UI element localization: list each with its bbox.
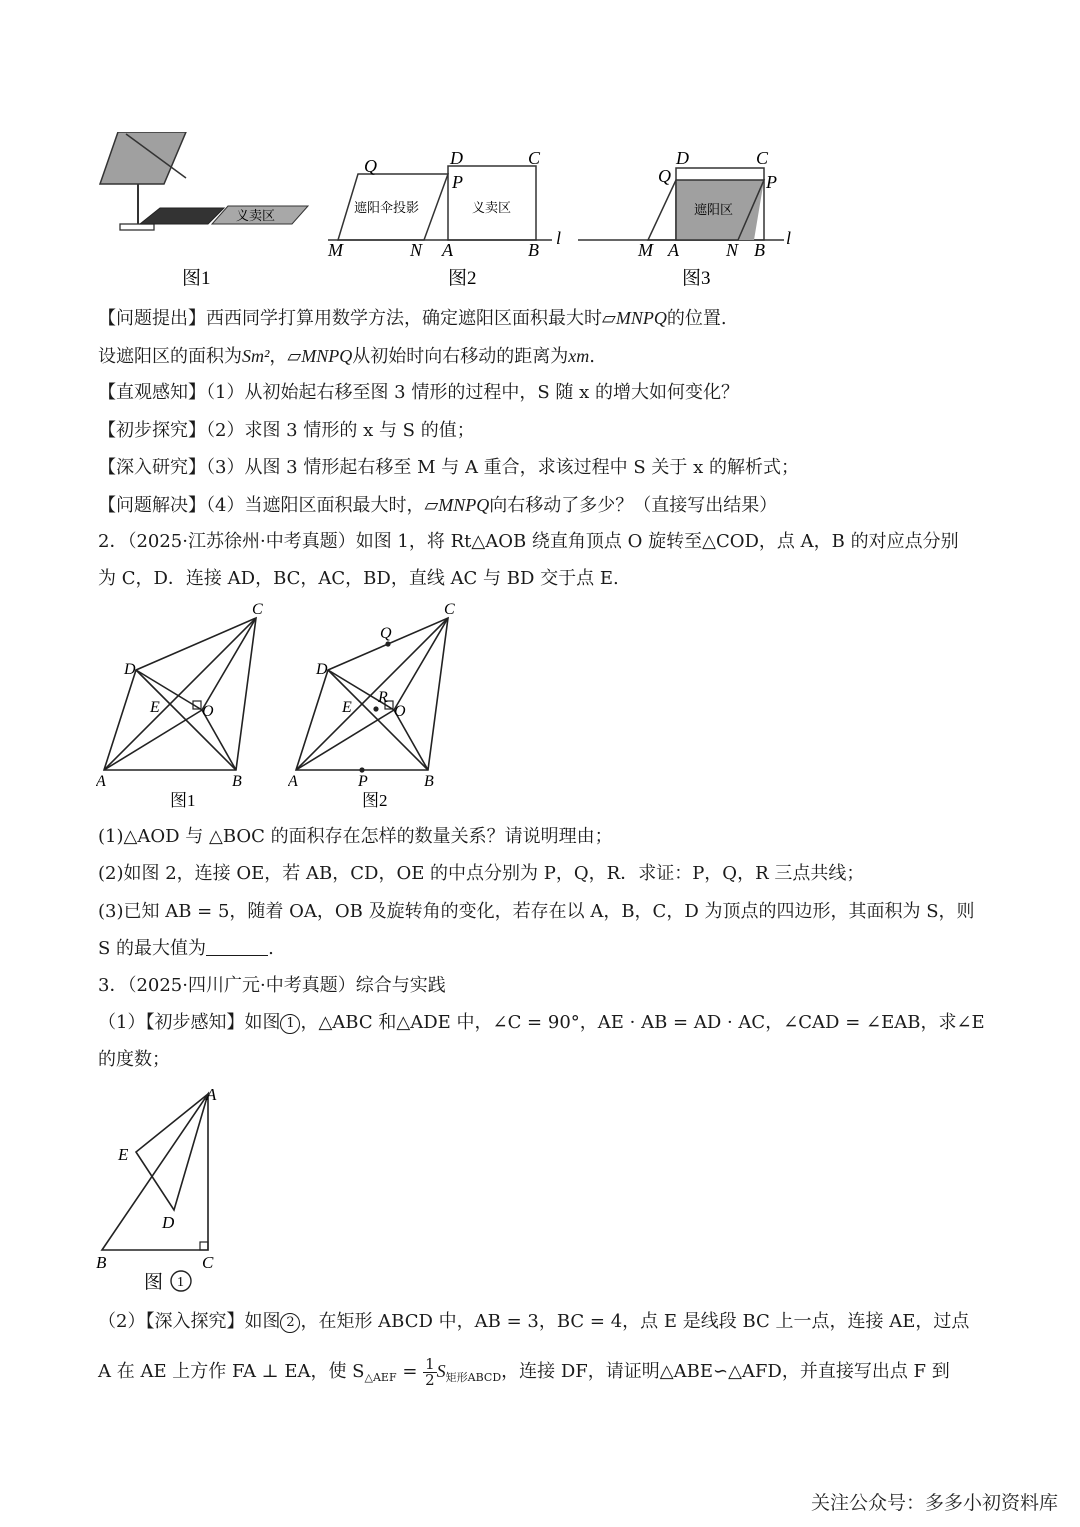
p1-setup: 设遮阳区的面积为Sm²，▱MNPQ从初始时向右移动的距离为xm.: [98, 346, 595, 367]
p3-part1-cont: 的度数；: [98, 1049, 170, 1070]
svg-text:N: N: [726, 240, 739, 260]
svg-text:E: E: [118, 1145, 129, 1164]
svg-text:P: P: [358, 773, 368, 790]
p3-part2-cont: A 在 AE 上方作 FA ⊥ EA，使 $S_{\triangle AEF}$ = $\frac{1}{2}$ $S_{矩形ABCD}$，连接 DF，请证明△ABE∽△AFD，并直接写出点 F 到: [98, 1354, 950, 1389]
svg-text:B: B: [528, 240, 539, 260]
figure-3-shaded-area: [574, 140, 814, 290]
svg-text:A: A: [206, 1085, 217, 1104]
svg-text:P: P: [766, 172, 777, 192]
svg-text:D: D: [124, 661, 136, 678]
p3-figure-1: [92, 1082, 232, 1298]
p1-q4: 【问题解决】（4）当遮阳区面积最大时，▱MNPQ向右移动了多少？（直接写出结果）: [98, 495, 778, 516]
svg-text:M: M: [328, 240, 343, 260]
p1-q2: 【初步探究】（2）求图 3 情形的 x 与 S 的值；: [98, 420, 475, 441]
p3-part1: （1）【初步感知】如图 1 ，△ABC 和△ADE 中，∠C = 90°，AE · AB = AD · AC，∠CAD = ∠EAB，求∠E: [98, 1012, 985, 1033]
fig3-caption: 图3: [682, 268, 711, 289]
svg-text:Q: Q: [380, 625, 392, 642]
svg-text:D: D: [162, 1213, 175, 1232]
p2-q1: (1)△AOD 与 △BOC 的面积存在怎样的数量关系？请说明理由；: [98, 826, 613, 847]
footer-watermark: 关注公众号：多多小初资料库: [810, 1492, 1058, 1514]
p3-part2: （2）【深入探究】如图 2 ，在矩形 ABCD 中，AB = 3，BC = 4，点 E 是线段 BC 上一点，连接 AE，过点: [98, 1311, 970, 1332]
svg-text:l: l: [786, 228, 792, 248]
fig2-caption: 图2: [448, 268, 477, 289]
svg-text:A: A: [96, 773, 106, 790]
svg-text:C: C: [252, 601, 263, 618]
figure-1-umbrella: [96, 132, 316, 292]
figure-2-shade-projection: [320, 140, 580, 290]
p1-q1: 【直观感知】（1）从初始起右移至图 3 情形的过程中，S 随 x 的增大如何变化？: [98, 382, 739, 403]
svg-text:B: B: [232, 773, 242, 790]
fig3-shade-label: 遮阳区: [694, 202, 734, 217]
svg-text:O: O: [394, 703, 406, 720]
p1-raise: 【问题提出】西西同学打算用数学方法，确定遮阳区面积最大时▱MNPQ的位置.: [98, 308, 727, 329]
svg-text:M: M: [638, 240, 653, 260]
svg-text:E: E: [150, 699, 160, 716]
svg-text:遮阳伞投影: 遮阳伞投影: [354, 200, 420, 215]
p2-figure-1: [96, 598, 272, 814]
svg-text:C: C: [444, 601, 455, 618]
p2-q3b: S 的最大值为 .: [98, 938, 274, 959]
svg-text:E: E: [342, 699, 352, 716]
svg-text:P: P: [452, 172, 463, 192]
svg-text:O: O: [202, 703, 214, 720]
svg-text:l: l: [556, 228, 562, 248]
fig1-caption: 图1: [182, 268, 211, 289]
p3-fig-caption: 图: [144, 1272, 164, 1293]
svg-text:B: B: [424, 773, 434, 790]
p2-q3: (3)已知 AB = 5，随着 OA，OB 及旋转角的变化，若存在以 A，B，C，D 为顶点的四边形，其面积为 S，则: [98, 901, 975, 922]
svg-text:Q: Q: [658, 166, 671, 186]
p2-fig1-caption: 图1: [170, 791, 196, 810]
svg-text:D: D: [316, 661, 328, 678]
svg-text:C: C: [528, 148, 541, 168]
p2-fig2-caption: 图2: [362, 791, 388, 810]
p2-head: 2．（2025·江苏徐州·中考真题）如图 1，将 Rt△AOB 绕直角顶点 O 旋转至△COD，点 A，B 的对应点分别: [98, 531, 959, 552]
svg-text:A: A: [442, 240, 453, 260]
answer-blank: [206, 937, 268, 956]
p2-figure-2: [288, 598, 464, 814]
p2-head2: 为 C，D．连接 AD，BC，AC，BD，直线 AC 与 BD 交于点 E.: [98, 568, 619, 589]
p3-head: 3．（2025·四川广元·中考真题）综合与实践: [98, 975, 446, 996]
svg-text:C: C: [756, 148, 769, 168]
svg-text:D: D: [450, 148, 463, 168]
p2-q2: (2)如图 2，连接 OE，若 AB，CD，OE 的中点分别为 P，Q，R．求证：P，Q，R 三点共线；: [98, 863, 865, 884]
fig2-stall-label: 义卖区: [472, 200, 512, 215]
svg-text:N: N: [410, 240, 423, 260]
svg-text:B: B: [96, 1253, 107, 1272]
p1-q3: 【深入研究】（3）从图 3 情形起右移至 M 与 A 重合，求该过程中 S 关于 x 的解析式；: [98, 457, 800, 478]
svg-text:Q: Q: [364, 156, 377, 176]
fig1-stall-label: 义卖区: [236, 208, 276, 223]
svg-text:B: B: [754, 240, 765, 260]
svg-text:C: C: [202, 1253, 214, 1272]
svg-text:A: A: [668, 240, 679, 260]
svg-text:A: A: [288, 773, 298, 790]
svg-text:D: D: [676, 148, 689, 168]
svg-text:1: 1: [177, 1275, 184, 1290]
svg-text:R: R: [378, 689, 388, 706]
